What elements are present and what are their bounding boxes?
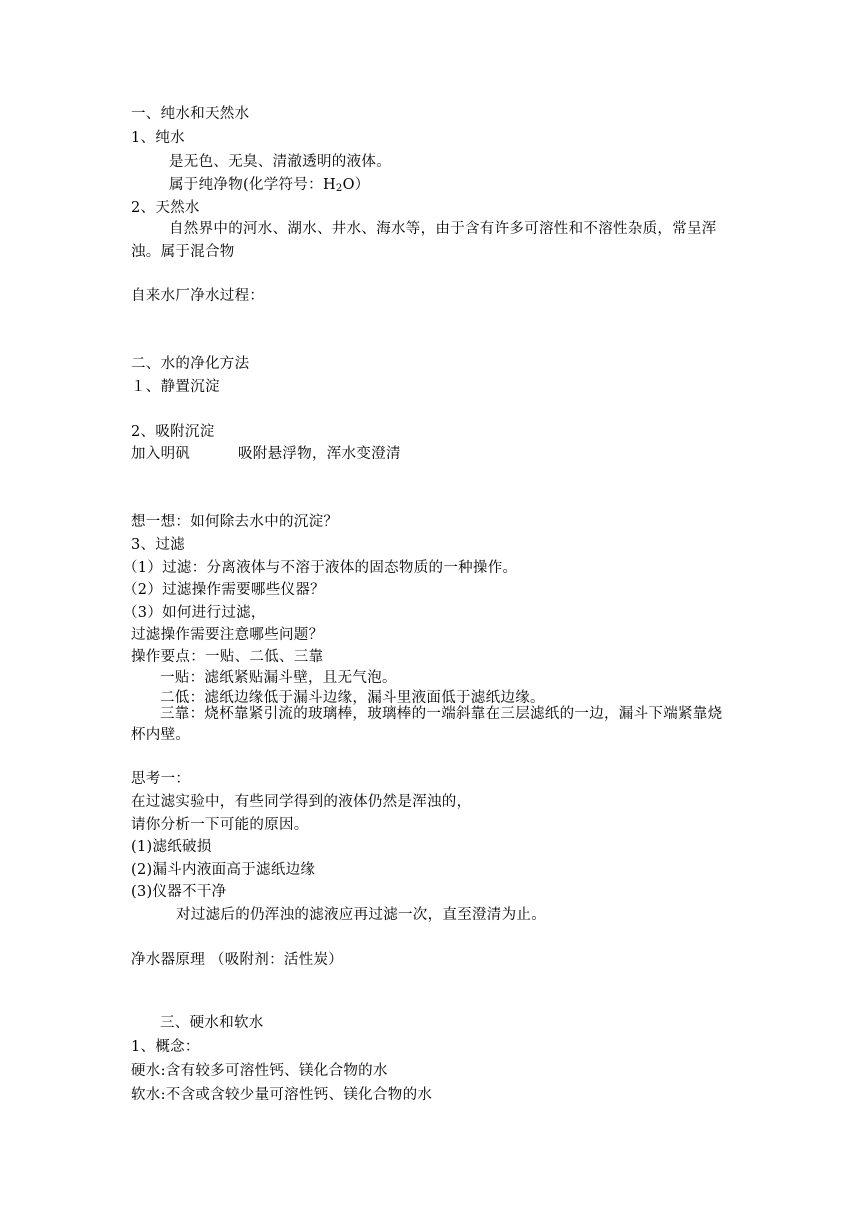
two-low: 二低：滤纸边缘低于漏斗边缘，漏斗里液面低于滤纸边缘。: [160, 690, 545, 706]
pure-water-property-text: 属于纯净物(化学符号：H: [169, 177, 336, 193]
question-line-2: 请你分析一下可能的原因。: [131, 817, 309, 833]
pure-water-property-end: O）: [342, 177, 370, 193]
purifier-principle: 净水器原理 （吸附剂：活性炭）: [131, 952, 344, 968]
refilter-note: 对过滤后的仍浑浊的滤液应再过滤一次，直至澄清为止。: [176, 907, 546, 923]
natural-water-title: 2、天然水: [131, 200, 200, 216]
three-lean: 三靠：烧杯靠紧引流的玻璃棒，玻璃棒的一端斜靠在三层滤纸的一边，漏斗下端紧靠烧杯内壁。: [131, 706, 723, 743]
alum-addition: 加入明矾: [131, 446, 191, 462]
question-line-1: 在过滤实验中，有些同学得到的液体仍然是浑浊的，: [131, 794, 472, 810]
alum-effect: 吸附悬浮物，浑水变澄清: [238, 446, 401, 462]
hard-water-definition: 硬水:含有较多可溶性钙、镁化合物的水: [131, 1063, 388, 1079]
soft-water-definition: 软水:不含或含较少量可溶性钙、镁化合物的水: [131, 1087, 433, 1103]
filtration-issues: 过滤操作需要注意哪些问题？: [131, 627, 324, 643]
think-question: 想一想：如何除去水中的沉淀？: [131, 514, 339, 530]
filtration-definition: （1）过滤：分离液体与不溶于液体的固态物质的一种操作。: [123, 560, 518, 576]
pure-water-property: [169, 175, 370, 199]
reason-1: (1)滤纸破损: [131, 839, 212, 855]
water-plant-process: 自来水厂净水过程：: [131, 288, 265, 304]
pure-water-description: 是无色、无臭、清澈透明的液体。: [169, 154, 391, 170]
filtration-instruments: （2）过滤操作需要哪些仪器？: [123, 582, 325, 598]
section-3-title: 三、硬水和软水: [160, 1015, 264, 1031]
filtration-how: （3）如何进行过滤，: [123, 605, 266, 621]
adsorption-title: 2、吸附沉淀: [131, 424, 215, 440]
one-stick: 一贴：滤纸紧贴漏斗壁，且无气泡。: [160, 670, 397, 686]
key-points: 操作要点：一贴、二低、三靠: [131, 649, 324, 665]
pure-water-title: 1、纯水: [131, 130, 185, 146]
formula-subscript: 2: [335, 183, 343, 194]
section-2-title: 二、水的净化方法: [131, 356, 250, 372]
filtration-title: 3、过滤: [131, 537, 185, 553]
concept-title: 1、概念：: [131, 1039, 200, 1055]
reason-3: (3)仪器不干净: [131, 884, 227, 900]
static-settling: １、静置沉淀: [131, 379, 220, 395]
thinking-one: 思考一：: [131, 771, 191, 787]
reason-2: (2)漏斗内液面高于滤纸边缘: [131, 862, 316, 878]
section-1-title: 一、纯水和天然水: [131, 106, 250, 122]
natural-water-description: 自然界中的河水、湖水、井水、海水等，由于含有许多可溶性和不溶性杂质，常呈浑浊。属于混合物: [131, 221, 717, 260]
